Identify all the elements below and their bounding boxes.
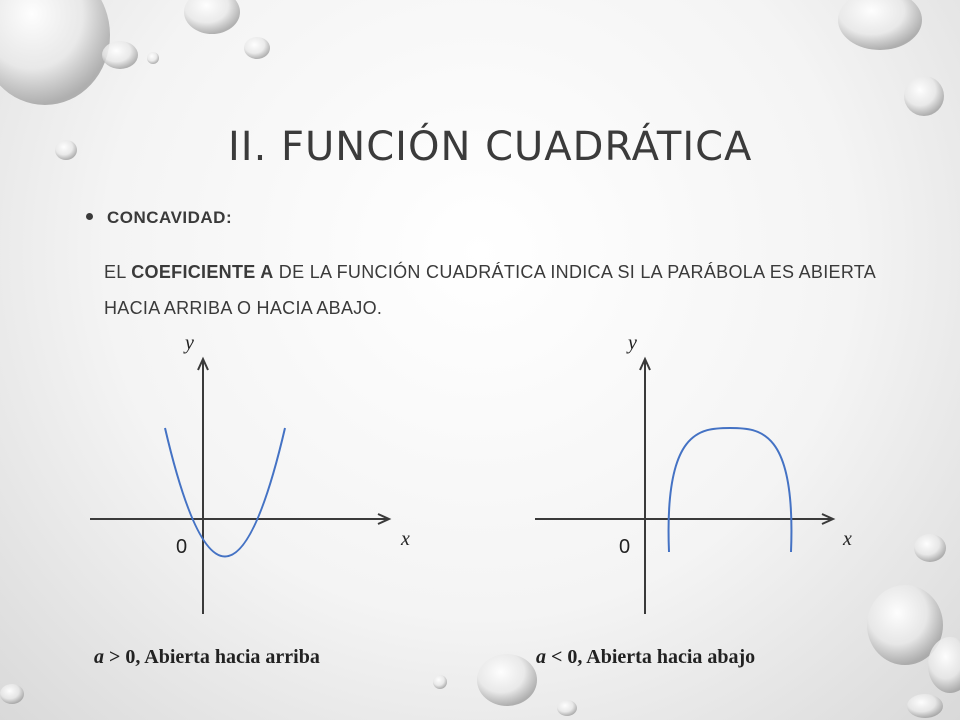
caption-text: > 0, Abierta hacia arriba — [104, 646, 320, 668]
bubble — [102, 41, 138, 69]
caption-variable: a — [94, 646, 104, 668]
bubble — [907, 694, 943, 718]
bullet-label: CONCAVIDAD: — [107, 208, 233, 227]
paragraph-part1: EL — [104, 262, 132, 282]
bubble — [147, 52, 159, 64]
bubble — [184, 0, 240, 34]
bullet-icon — [86, 213, 93, 220]
caption-concave-up — [94, 646, 320, 669]
bubble — [55, 140, 77, 160]
x-axis-label-right: x — [843, 528, 852, 550]
bubble — [433, 675, 447, 689]
bubble — [557, 700, 577, 716]
slide-title: II. FUNCIÓN CUADRÁTICA — [228, 124, 753, 170]
bullet-item — [86, 208, 232, 228]
bubble — [904, 76, 944, 116]
concavity-description — [104, 254, 894, 326]
paragraph-bold: COEFICIENTE A — [131, 262, 274, 282]
caption-variable: a — [536, 646, 546, 668]
bubble — [0, 0, 110, 105]
origin-label-right: 0 — [619, 536, 631, 558]
caption-text: < 0, Abierta hacia abajo — [546, 646, 756, 668]
x-axis-label-left: x — [401, 528, 410, 550]
y-axis-label-left: y — [185, 332, 194, 354]
paragraph-part2: DE LA FUNCIÓN CUADRÁTICA INDICA SI LA PARÁBOLA ES ABIERTA HACIA ARRIBA O HACIA ABAJO. — [104, 262, 876, 318]
bubble — [914, 534, 946, 562]
bubble — [477, 654, 537, 706]
y-axis-label-right: y — [628, 332, 637, 354]
origin-label-left: 0 — [176, 536, 188, 558]
caption-concave-down — [536, 646, 755, 669]
bubble — [244, 37, 270, 59]
bubble — [838, 0, 922, 50]
bubble — [0, 684, 24, 704]
